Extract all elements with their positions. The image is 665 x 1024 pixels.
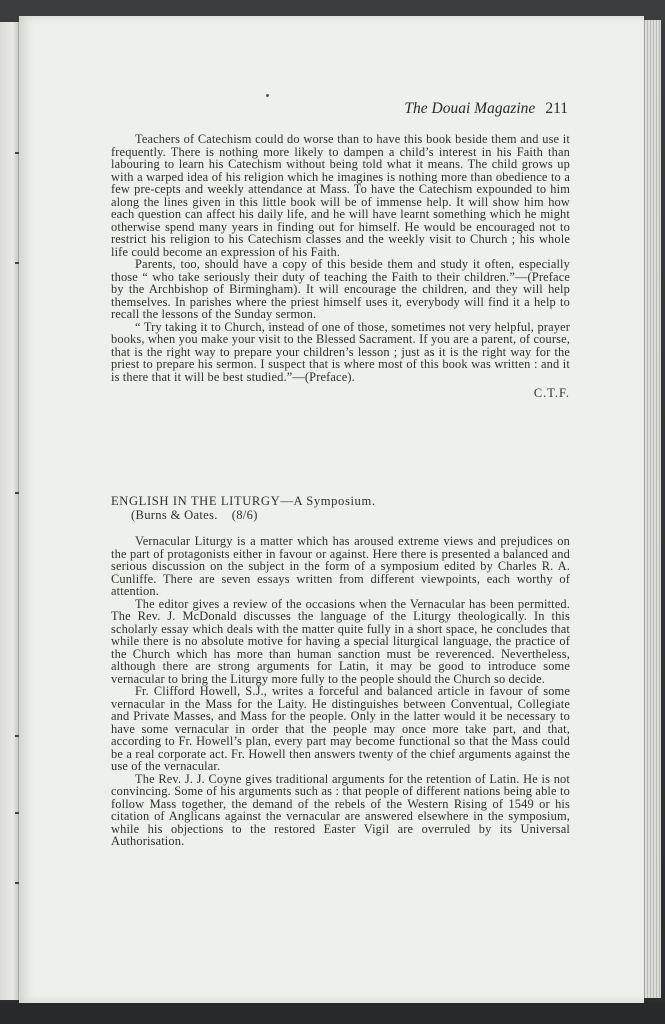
ink-speck [266, 94, 269, 97]
paragraph: Vernacular Liturgy is a matter which has aroused extreme views and prejudices on the part of protagonists either in favour or against. Here there is presented a balanced and serious discussion on the subject in the form of a symposium edited by Charles R. A. Cunliffe. There are seven essays written from different viewpoints, each worthy of attention. [111, 534, 570, 598]
magazine-title: The Douai Magazine [404, 100, 536, 117]
paragraph: Fr. Clifford Howell, S.J., writes a forceful and balanced article in favour of some vernacular in the Mass for the Laity. He distinguishes between Conventual, Collegiate and Private Masses, and Mass for the people. Only in the latter would it be necessary to have some vernacular in order that the people may once more take part, and that, according to Fr. Howell’s plan, every part may become functional so that the Mass could be a real corporate act. Fr. Howell then answers twenty of the chief arguments against the use of the vernacular. [111, 684, 570, 773]
paragraph: “ Try taking it to Church, instead of one of those, sometimes not very helpful, prayer books, when you make your visit to the Blessed Sacrament. If you are a parent, of course, that is the right way to prepare your children’s lesson ; just as it is the right way for the priest to prepare his sermon. I suspect that is where most of this book was written : and it is there that it will be best studied.”—(Preface). [111, 319, 570, 384]
paragraph: The editor gives a review of the occasions when the Vernacular has been permitted. The Rev. J. McDonald discusses the language of the Liturgy theologically. In this scholarly essay which deals with the matter quite fully in a short space, he concludes that while there is no absolute motive for having a special liturgical language, the practice of the Church which has more than human sanction must be reverenced. Nevertheless, although there are strong arguments for Latin, it may be good to introduce some vernacular to bring the Liturgy more fully to the people should the Church so decide. [111, 596, 570, 686]
paragraph: Parents, too, should have a copy of this beside them and study it often, especially those “ who take seriously their duty of teaching the Faith to their children.”—(Preface by the Archbishop of Birmingham). It will encourage the children, and they will help themselves. In parishes where the priest himself uses it, everybody will find it a help to recall the lessons of the Sunday sermon. [111, 257, 570, 321]
price: (8/6) [231, 508, 258, 522]
catechism-review-body [111, 133, 570, 400]
facing-page-edge [0, 22, 19, 1000]
scan-bottom-edge [0, 1003, 665, 1024]
page-number: 211 [545, 100, 568, 117]
reviewer-signature: C.T.F. [533, 386, 570, 400]
page-stack-edge [644, 20, 661, 998]
paragraph: The Rev. J. J. Coyne gives traditional arguments for the retention of Latin. He is not convincing. Some of his arguments such as : that people of different nations being able to follow Mass together, the demand of the rebels of the Western Rising of 1549 or his citation of Anglicans against the vernacular are answered elsewhere in the symposium, while his objections to the restored Easter Vigil are overruled by its Universal Authorisation. [111, 771, 570, 848]
publisher-line [111, 508, 570, 522]
book-title: ENGLISH IN THE LITURGY—A Symposium. [111, 494, 376, 508]
running-header [360, 100, 568, 118]
paragraph: Teachers of Catechism could do worse than to have this book beside them and use it frequently. There is nothing more likely to dampen a child’s interest in his Faith than labouring to learn his Catechism without being told what it means. The child grows up with a warped idea of his religion which he imagines is nothing more than obedience to a few pre-cepts and weekly attendance at Mass. To have the Catechism expounded to him along the lines given in this little book will be of immense help. It will show him how each question can affect his daily life, and he will have learnt something which he might otherwise spend many years in finding out for himself. He would be encouraged not to restrict his religion to his Catechism classes and the weekly visit to Church ; his whole life could become an expression of his Faith. [111, 132, 570, 259]
liturgy-review-body [111, 535, 570, 848]
review-heading [111, 494, 570, 522]
publisher: (Burns & Oates. [131, 508, 218, 522]
